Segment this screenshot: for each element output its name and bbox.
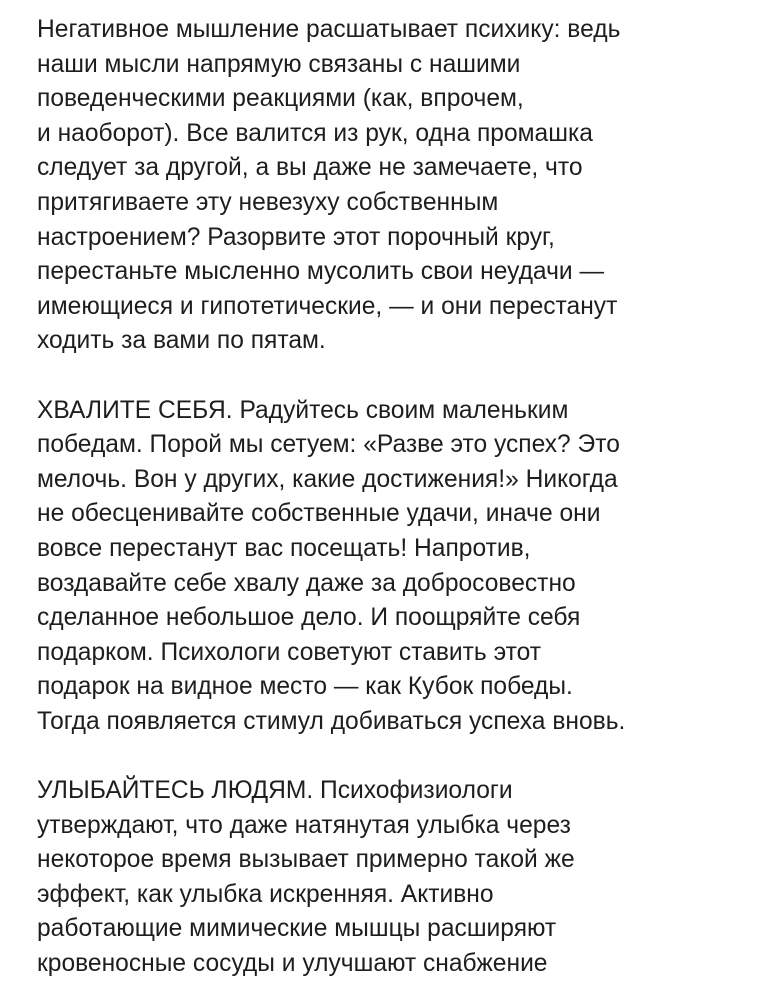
text-line: и наоборот). Все валится из рук, одна промашка — [37, 119, 593, 147]
paragraph-praise-yourself — [37, 394, 747, 740]
text-line: Тогда появляется стимул добиваться успеха вновь. — [37, 707, 626, 735]
text-line: сделанное небольшое дело. И поощряйте себя — [37, 604, 581, 632]
text-line: воздавайте себе хвалу даже за добросовестно — [37, 569, 576, 597]
text-line: эффект, как улыбка искренняя. Активно — [37, 880, 494, 908]
paragraph-spacer — [37, 359, 747, 394]
text-line: следует за другой, а вы даже не замечаете, что — [37, 154, 583, 182]
text-line: УЛЫБАЙТЕСЬ ЛЮДЯМ. Психофизиологи — [37, 777, 513, 805]
text-line: перестаньте мысленно мусолить свои неудачи — — [37, 258, 605, 286]
paragraph-spacer — [37, 739, 747, 774]
text-line: работающие мимические мышцы расширяют — [37, 915, 557, 943]
text-line: подарок на видное место — как Кубок победы. — [37, 673, 573, 701]
text-line: не обесценивайте собственные удачи, иначе они — [37, 500, 601, 528]
text-line: поведенческими реакциями (как, впрочем, — [37, 85, 524, 113]
text-line: подарком. Психологи советуют ставить этот — [37, 638, 541, 666]
text-line: некоторое время вызывает примерно такой же — [37, 846, 575, 874]
paragraph-smile-at-people — [37, 774, 747, 982]
text-line: имеющиеся и гипотетические, — и они перестанут — [37, 292, 618, 320]
text-line: кровеносные сосуды и улучшают снабжение — [37, 950, 548, 978]
text-line: притягиваете эту невезуху собственным — [37, 188, 499, 216]
text-line: ходить за вами по пятам. — [37, 327, 326, 355]
text-line: победам. Порой мы сетуем: «Разве это успех? Это — [37, 431, 620, 459]
article-text — [37, 13, 747, 982]
text-line: ХВАЛИТЕ СЕБЯ. Радуйтесь своим маленьким — [37, 396, 569, 424]
text-line: вовсе перестанут вас посещать! Напротив, — [37, 534, 531, 562]
text-line: утверждают, что даже натянутая улыбка через — [37, 811, 571, 839]
text-line: мелочь. Вон у других, какие достижения!» Никогда — [37, 465, 618, 493]
paragraph-negative-thinking — [37, 13, 747, 359]
text-line: наши мысли напрямую связаны с нашими — [37, 50, 521, 78]
text-line: Негативное мышление расшатывает психику: ведь — [37, 16, 621, 43]
text-line: настроением? Разорвите этот порочный круг, — [37, 223, 555, 251]
